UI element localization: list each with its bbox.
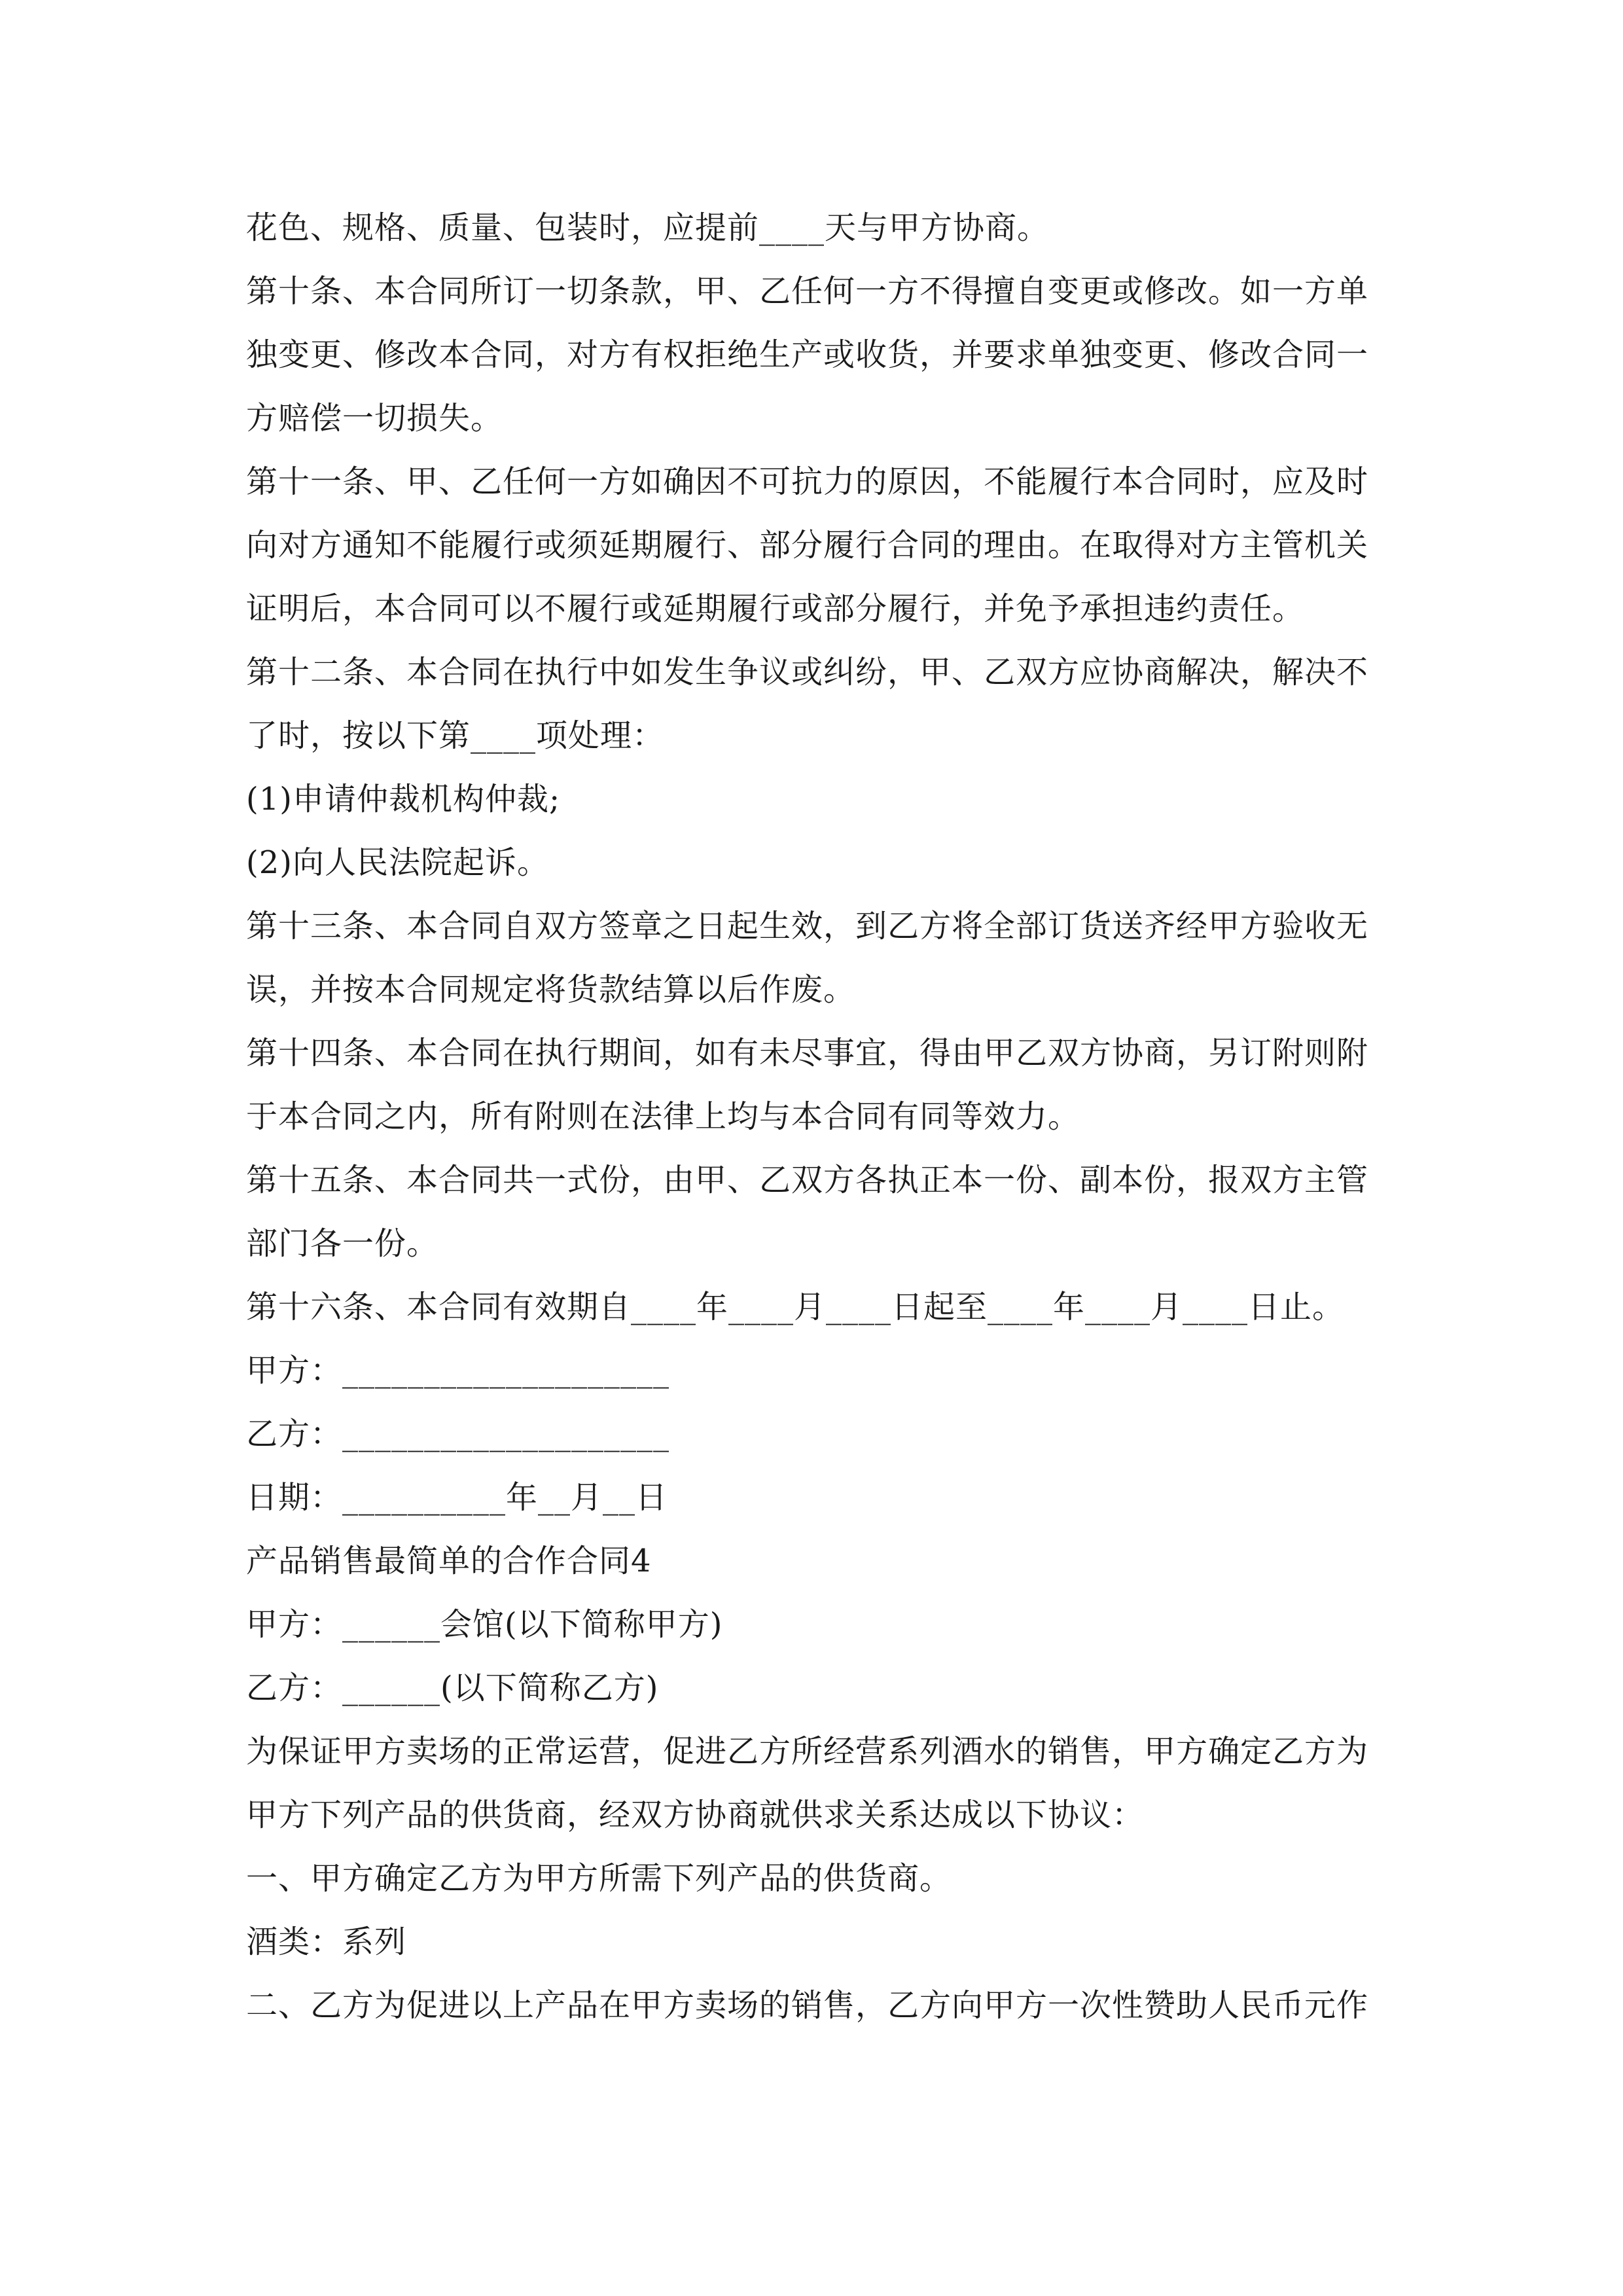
- preamble-line: 为保证甲方卖场的正常运营，促进乙方所经营系列酒水的销售，甲方确定乙方为: [246, 1733, 1369, 1770]
- party-b-signature-line: 乙方：____________________: [246, 1416, 670, 1452]
- article-1-line: 一、甲方确定乙方为甲方所需下列产品的供货商。: [246, 1860, 952, 1897]
- text-line: 独变更、修改本合同，对方有权拒绝生产或收货，并要求单独变更、修改合同一: [246, 336, 1369, 373]
- text-line: 误，并按本合同规定将货款结算以后作废。: [246, 971, 856, 1008]
- text-line: 花色、规格、质量、包装时，应提前____天与甲方协商。: [246, 209, 1050, 246]
- document-body: [246, 196, 1378, 2037]
- option-1-line: (1)申请仲裁机构仲裁;: [246, 781, 561, 817]
- text-line: 部门各一份。: [246, 1225, 439, 1262]
- party-a-line: 甲方：______会馆(以下简称甲方): [246, 1606, 723, 1643]
- clause-12-line: 第十二条、本合同在执行中如发生争议或纠纷，甲、乙双方应协商解决，解决不: [246, 654, 1369, 691]
- clause-11-line: 第十一条、甲、乙任何一方如确因不可抗力的原因，不能履行本合同时，应及时: [246, 463, 1369, 500]
- text-line: 甲方下列产品的供货商，经双方协商就供求关系达成以下协议：: [246, 1797, 1145, 1833]
- text-line: 证明后，本合同可以不履行或延期履行或部分履行，并免予承担违约责任。: [246, 590, 1305, 627]
- clause-14-line: 第十四条、本合同在执行期间，如有未尽事宜，得由甲乙双方协商，另订附则附: [246, 1035, 1369, 1071]
- contract-4-title: 产品销售最简单的合作合同4: [246, 1543, 652, 1579]
- text-line: 向对方通知不能履行或须延期履行、部分履行合同的理由。在取得对方主管机关: [246, 527, 1369, 564]
- clause-13-line: 第十三条、本合同自双方签章之日起生效，到乙方将全部订货送齐经甲方验收无: [246, 908, 1369, 944]
- clause-15-line: 第十五条、本合同共一式份，由甲、乙双方各执正本一份、副本份，报双方主管: [246, 1162, 1369, 1198]
- text-line: 于本合同之内，所有附则在法律上均与本合同有同等效力。: [246, 1098, 1080, 1135]
- date-line: 日期：__________年__月__日: [246, 1479, 668, 1516]
- liquor-category-line: 酒类：系列: [246, 1924, 407, 1960]
- party-b-line: 乙方：______(以下简称乙方): [246, 1670, 659, 1706]
- party-a-signature-line: 甲方：____________________: [246, 1352, 670, 1389]
- article-2-line: 二、乙方为促进以上产品在甲方卖场的销售，乙方向甲方一次性赞助人民币元作: [246, 1987, 1369, 2024]
- text-line: 了时，按以下第____项处理：: [246, 717, 665, 754]
- clause-16-line: 第十六条、本合同有效期自____年____月____日起至____年____月____日止。: [246, 1289, 1345, 1325]
- text-line: 方赔偿一切损失。: [246, 400, 503, 437]
- option-2-line: (2)向人民法院起诉。: [246, 844, 549, 881]
- clause-10-line: 第十条、本合同所订一切条款，甲、乙任何一方不得擅自变更或修改。如一方单: [246, 273, 1369, 310]
